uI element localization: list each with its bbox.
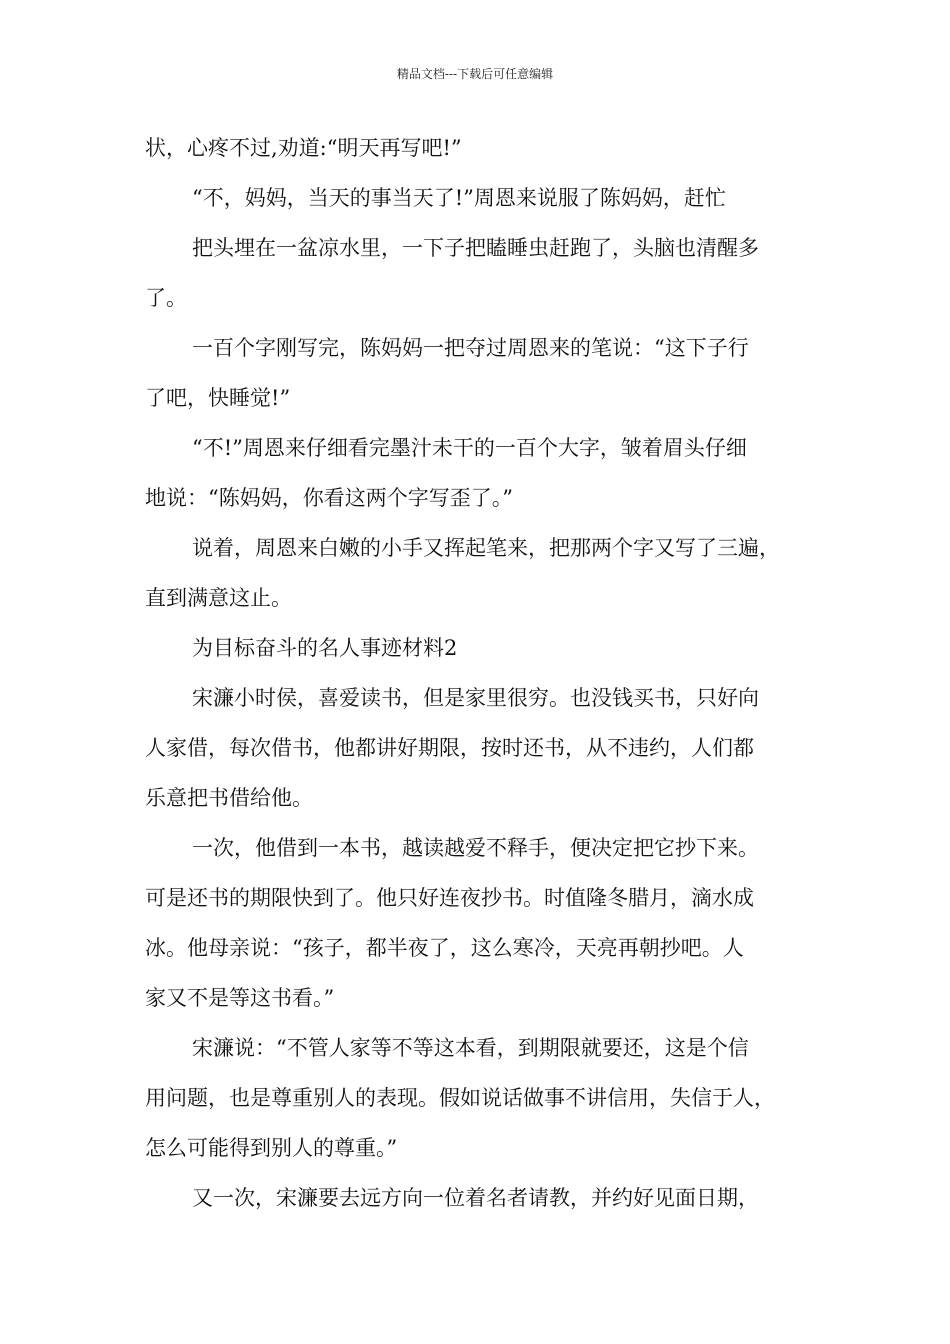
page-header: 精品文档---下载后可任意编辑 [396,67,554,81]
text-line: 了吧，快睡觉!” [145,386,291,410]
text-line: “不，妈妈，当天的事当天了!”周恩来说服了陈妈妈，赶忙 [192,186,726,210]
text-line: 地说：“陈妈妈，你看这两个字写歪了。” [145,486,513,510]
text-line: 冰。他母亲说：“孩子，都半夜了，这么寒冷，天亮再朝抄吧。人 [145,936,744,960]
text-line: 一次，他借到一本书，越读越爱不释手，便决定把它抄下来。 [192,836,759,860]
text-line: 人家借，每次借书，他都讲好期限，按时还书，从不违约，人们都 [145,736,754,760]
text-line: 怎么可能得到别人的尊重。” [145,1136,398,1160]
text-line: 家又不是等这书看。” [145,986,335,1010]
text-line: 又一次，宋濂要去远方向一位着名者请教，并约好见面日期， [192,1186,759,1210]
text-line: “不!”周恩来仔细看完墨汁未干的一百个大字，皱着眉头仔细 [192,436,747,460]
text-line: 直到满意这止。 [145,586,292,610]
text-line: 了。 [145,286,187,310]
text-line: 宋濂说：“不管人家等不等这本看，到期限就要还，这是个信 [192,1036,749,1060]
section-heading: 为目标奋斗的名人事迹材料2 [192,636,458,660]
text-line: 用问题，也是尊重别人的表现。假如说话做事不讲信用，失信于人， [145,1086,775,1110]
text-line: 乐意把书借给他。 [145,786,313,810]
text-line: 说着，周恩来白嫩的小手又挥起笔来，把那两个字又写了三遍， [192,536,780,560]
text-line: 宋濂小时侯，喜爱读书，但是家里很穷。也没钱买书，只好向 [192,686,759,710]
text-line: 可是还书的期限快到了。他只好连夜抄书。时值隆冬腊月，滴水成 [145,886,754,910]
text-line: 把头埋在一盆凉水里，一下子把瞌睡虫赶跑了，头脑也清醒多 [192,236,759,260]
text-line: 一百个字刚写完，陈妈妈一把夺过周恩来的笔说：“这下子行 [192,336,749,360]
text-line: 状，心疼不过,劝道:“明天再写吧!” [145,136,462,160]
